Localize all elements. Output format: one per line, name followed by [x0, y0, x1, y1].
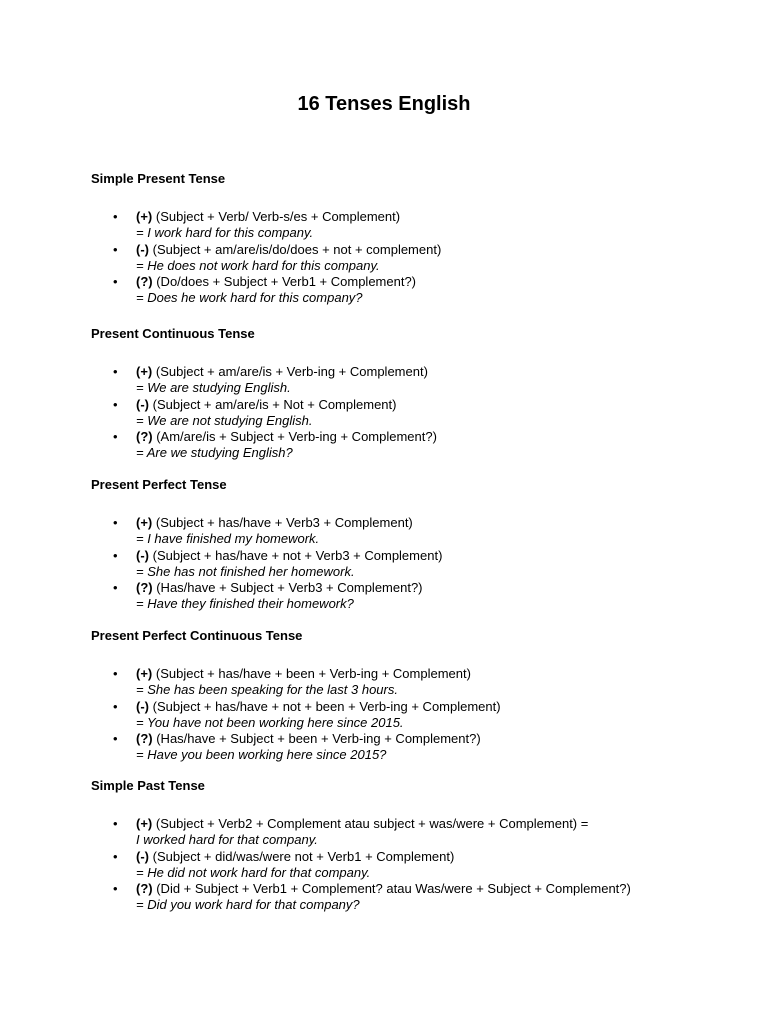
positive-sign: (+)	[136, 515, 153, 530]
section-heading: Present Perfect Tense	[91, 477, 227, 492]
bullet-dot-icon: •	[113, 515, 118, 530]
example-sentence: = We are studying English.	[136, 380, 291, 396]
negative-sign: (-)	[136, 698, 149, 714]
list-item	[91, 580, 711, 613]
list-item	[91, 881, 711, 914]
list-item	[91, 816, 711, 849]
formula: (Subject + has/have + been + Verb-ing + Complement)	[152, 666, 471, 681]
formula: (Subject + am/are/is/do/does + not + complement)	[149, 241, 442, 257]
formula: (Subject + Verb/ Verb-s/es + Complement)	[152, 209, 401, 224]
section-present-continuous	[91, 325, 711, 462]
negative-sign: (-)	[136, 547, 149, 563]
example-sentence: = You have not been working here since 2015.	[136, 714, 404, 730]
bullet-dot-icon: •	[113, 580, 118, 596]
positive-sign: (+)	[136, 666, 153, 681]
rule-list	[91, 666, 711, 764]
bullet-dot-icon: •	[113, 241, 118, 257]
example-sentence: = He did not work hard for that company.	[136, 864, 371, 880]
formula: (Did + Subject + Verb1 + Complement? atau Was/were + Subject + Complement?)	[152, 881, 631, 897]
example-sentence: = Does he work hard for this company?	[136, 290, 363, 306]
rule-list	[91, 515, 711, 613]
example-sentence: = He does not work hard for this company.	[136, 257, 380, 273]
section-simple-past	[91, 777, 711, 914]
bullet-dot-icon: •	[113, 209, 118, 224]
formula: (Subject + has/have + not + been + Verb-ing + Complement)	[149, 698, 501, 714]
list-item	[91, 731, 711, 764]
question-sign: (?)	[136, 580, 153, 596]
bullet-dot-icon: •	[113, 731, 118, 747]
example-sentence: = I work hard for this company.	[136, 225, 314, 241]
formula: (Subject + has/have + Verb3 + Complement)	[152, 515, 413, 530]
positive-sign: (+)	[136, 816, 153, 831]
negative-sign: (-)	[136, 848, 149, 864]
bullet-dot-icon: •	[113, 698, 118, 714]
negative-sign: (-)	[136, 396, 149, 412]
section-heading: Present Perfect Continuous Tense	[91, 628, 303, 643]
section-present-perfect	[91, 476, 711, 613]
example-sentence: = Are we studying English?	[136, 445, 293, 461]
list-item	[91, 209, 711, 242]
example-sentence: I worked hard for that company.	[136, 832, 318, 848]
bullet-dot-icon: •	[113, 848, 118, 864]
list-item	[91, 364, 711, 397]
list-item	[91, 666, 711, 699]
example-sentence: = I have finished my homework.	[136, 531, 320, 547]
section-simple-present	[91, 170, 711, 307]
bullet-dot-icon: •	[113, 429, 118, 445]
question-sign: (?)	[136, 881, 153, 897]
formula: (Subject + Verb2 + Complement atau subject + was/were + Complement) =	[152, 816, 589, 831]
example-sentence: = She has been speaking for the last 3 hours.	[136, 682, 398, 698]
rule-list	[91, 816, 711, 914]
list-item	[91, 429, 711, 462]
question-sign: (?)	[136, 274, 153, 290]
example-sentence: = Have they finished their homework?	[136, 596, 354, 612]
formula: (Has/have + Subject + Verb3 + Complement?)	[152, 580, 423, 596]
question-sign: (?)	[136, 731, 153, 747]
section-heading: Simple Present Tense	[91, 171, 226, 186]
list-item	[91, 242, 711, 275]
bullet-dot-icon: •	[113, 364, 118, 379]
formula: (Am/are/is + Subject + Verb-ing + Complement?)	[152, 429, 437, 445]
section-present-perfect-continuous	[91, 627, 711, 764]
formula: (Do/does + Subject + Verb1 + Complement?)	[152, 274, 417, 290]
bullet-dot-icon: •	[113, 666, 118, 681]
list-item	[91, 515, 711, 548]
positive-sign: (+)	[136, 364, 153, 379]
formula: (Subject + am/are/is + Not + Complement)	[149, 396, 397, 412]
bullet-dot-icon: •	[113, 274, 118, 290]
example-sentence: = We are not studying English.	[136, 412, 313, 428]
example-sentence: = She has not finished her homework.	[136, 563, 355, 579]
formula: (Has/have + Subject + been + Verb-ing + Complement?)	[152, 731, 481, 747]
negative-sign: (-)	[136, 241, 149, 257]
list-item	[91, 699, 711, 732]
page-title: 16 Tenses English	[297, 93, 471, 115]
example-sentence: = Have you been working here since 2015?	[136, 747, 387, 763]
bullet-dot-icon: •	[113, 816, 118, 831]
rule-list	[91, 364, 711, 462]
formula: (Subject + did/was/were not + Verb1 + Complement)	[149, 848, 455, 864]
section-heading: Present Continuous Tense	[91, 326, 255, 341]
list-item	[91, 849, 711, 882]
question-sign: (?)	[136, 429, 153, 445]
section-heading: Simple Past Tense	[91, 778, 205, 793]
bullet-dot-icon: •	[113, 881, 118, 897]
example-sentence: = Did you work hard for that company?	[136, 897, 360, 913]
bullet-dot-icon: •	[113, 396, 118, 412]
formula: (Subject + has/have + not + Verb3 + Complement)	[149, 547, 443, 563]
list-item	[91, 274, 711, 307]
positive-sign: (+)	[136, 209, 153, 224]
list-item	[91, 397, 711, 430]
formula: (Subject + am/are/is + Verb-ing + Complement)	[152, 364, 428, 379]
bullet-dot-icon: •	[113, 547, 118, 563]
list-item	[91, 548, 711, 581]
rule-list	[91, 209, 711, 307]
